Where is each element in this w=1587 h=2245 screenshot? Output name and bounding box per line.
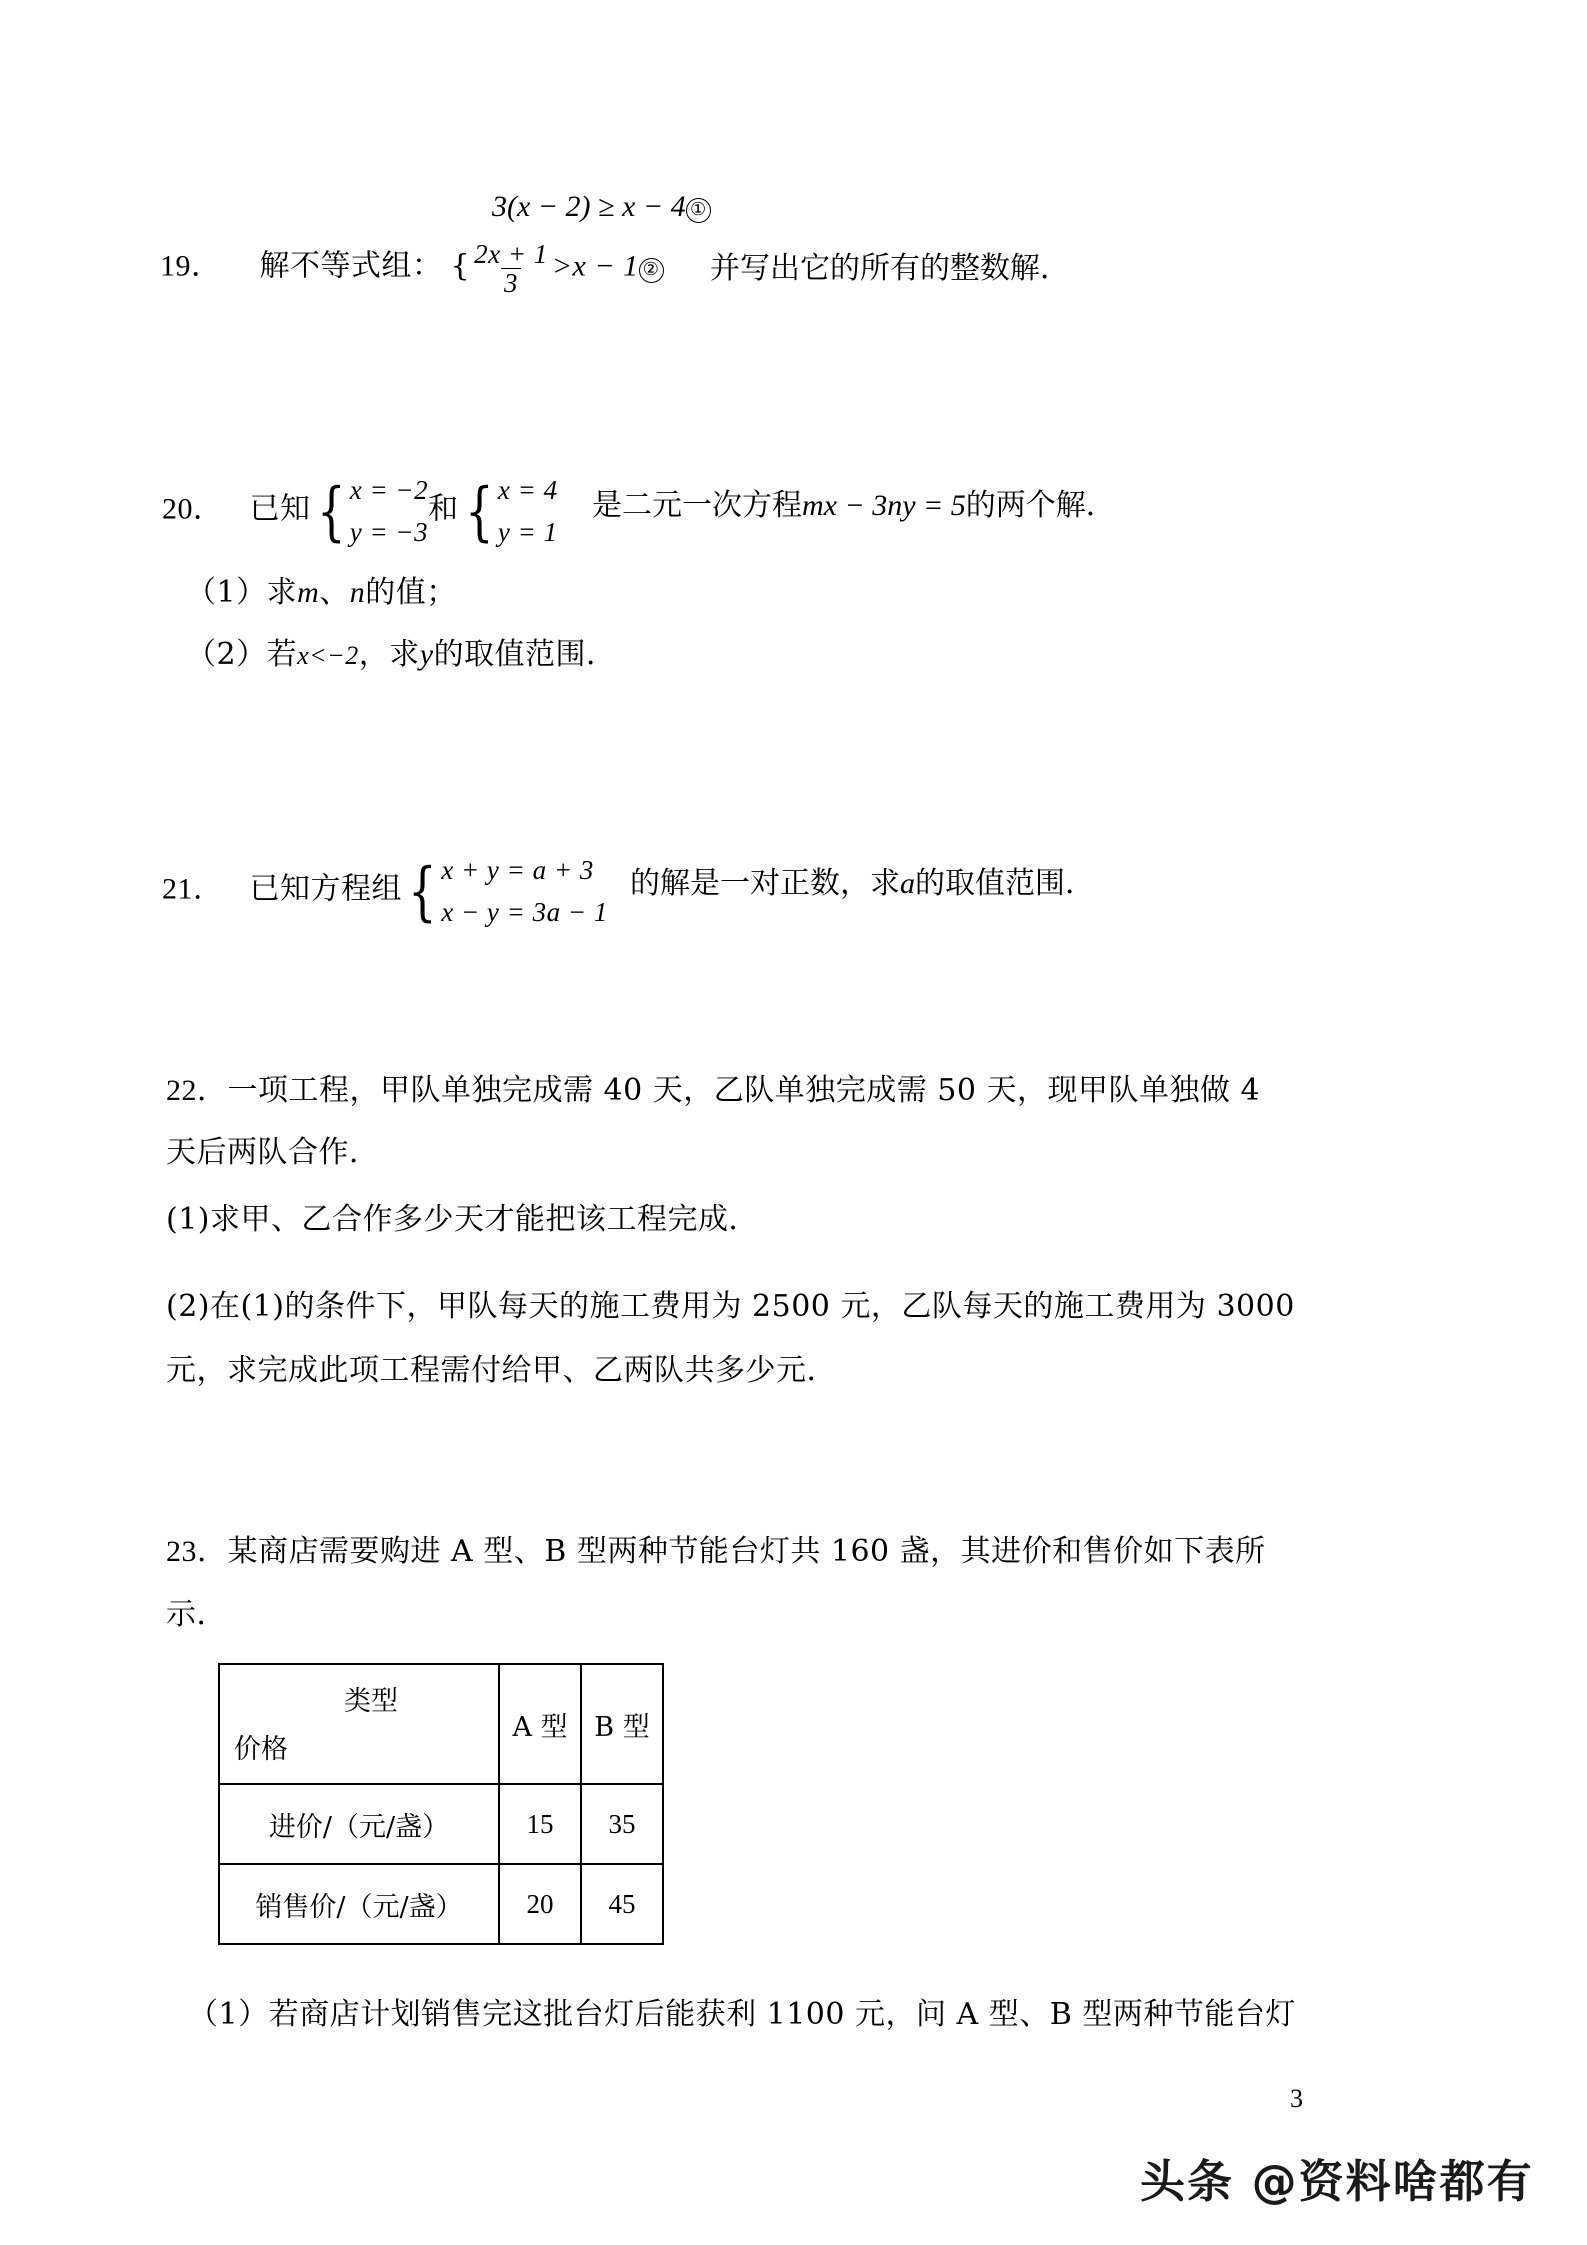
p23-subquestion-1: （1）若商店计划销售完这批台灯后能获利 1100 元，问 A 型、B 型两种节能台灯 [188, 1997, 1296, 2032]
problem-19 [160, 240, 664, 298]
p19-eq1-marker: ① [686, 198, 711, 223]
table-cell-cost-b: 35 [581, 1784, 663, 1864]
p20-sub2-label: （2） [186, 637, 267, 672]
p22-line-5: 元，求完成此项工程需付给甲、乙两队共多少元． [166, 1353, 837, 1388]
p21-tail [630, 858, 1095, 902]
p19-inequality-1 [492, 190, 711, 224]
p20-sub1-sep: 、 [319, 575, 350, 610]
problem-21 [162, 850, 608, 934]
p20-sub2-text-c: 的取值范围． [433, 637, 617, 672]
p19-eq1-expr: 3(x − 2) ≥ x − 4 [492, 190, 686, 223]
p21-system [402, 850, 608, 934]
table-row-label-cost: 进价/（元/盏） [219, 1784, 499, 1864]
p20-number: 20． [162, 492, 224, 526]
table-cell-cost-a: 15 [499, 1784, 581, 1864]
p20-subquestion-1 [186, 575, 457, 610]
table-row [219, 1864, 663, 1944]
table-corner-cell [219, 1664, 499, 1784]
p21-number: 21． [162, 872, 224, 906]
table-corner-type-label: 类型 [344, 1686, 398, 1717]
p21-stem: 已知方程组 [249, 871, 402, 907]
p20-sys1-row1: x = −2 [349, 475, 429, 505]
p20-sys1-row2: y = −3 [349, 516, 429, 547]
p22-line-3: (1)求甲、乙合作多少天才能把该工程完成． [166, 1202, 759, 1237]
p21-sys-row1: x + y = a + 3 [441, 855, 594, 885]
p20-tail-post: 的两个解． [965, 488, 1116, 523]
p20-sub1-label: （1） [186, 575, 267, 610]
table-column-header-a: A 型 [499, 1664, 581, 1784]
p23-number: 23． [166, 1535, 228, 1568]
table-cell-sale-b: 45 [581, 1864, 663, 1944]
p20-sub2-text-b: 求 [389, 637, 420, 672]
price-table [218, 1663, 664, 1945]
p22-line-4: (2)在(1)的条件下，甲队每天的施工费用为 2500 元，乙队每天的施工费用为 3000 [166, 1289, 1295, 1324]
p20-sys2-row1: x = 4 [497, 475, 558, 505]
p20-sub2-var-y: y [419, 638, 434, 671]
problem-20 [162, 470, 558, 554]
p20-sub1-text-b: 的值； [365, 575, 457, 610]
p20-tail [592, 480, 1116, 524]
p20-sub2-comma: ， [358, 637, 390, 672]
p23-line-1: 某商店需要购进 A 型、B 型两种节能台灯共 160 盏，其进价和售价如下表所 [227, 1534, 1266, 1569]
p19-stem: 解不等式组： [259, 248, 443, 284]
p19-tail-text: 并写出它的所有的整数解． [710, 251, 1070, 286]
table-row [219, 1784, 663, 1864]
p20-sub1-var-m: m [297, 576, 320, 609]
p22-number: 22． [166, 1074, 228, 1107]
p19-fraction-numerator: 2x + 1 [474, 239, 548, 269]
page-number: 3 [1290, 2084, 1303, 2113]
table-header-row [219, 1664, 663, 1784]
p20-stem: 已知 [249, 491, 311, 527]
watermark: 头条 @资料啥都有 [1140, 2155, 1534, 2208]
p19-number: 19． [160, 249, 222, 283]
left-brace-icon: { [464, 474, 494, 549]
p20-sub1-var-n: n [349, 576, 366, 609]
table-cell-sale-a: 20 [499, 1864, 581, 1944]
p21-sys-row2: x − y = 3a − 1 [441, 896, 608, 927]
p20-sub1-text-a: 求 [266, 575, 298, 610]
p19-eq2-marker: ② [639, 258, 664, 283]
p22-line-1: 一项工程，甲队单独完成需 40 天，乙队单独完成需 50 天，现甲队单独做 4 [227, 1073, 1261, 1108]
p20-subquestion-2 [186, 637, 617, 672]
table-row-label-sale: 销售价/（元/盏） [219, 1864, 499, 1944]
table-column-header-b: B 型 [581, 1664, 663, 1784]
left-brace-icon: { [316, 474, 346, 549]
p21-tail-post: 的取值范围． [915, 866, 1095, 901]
p20-sub2-text-a: 若 [266, 637, 298, 672]
p20-tail-pre: 是二元一次方程 [592, 488, 802, 523]
p20-system-1 [311, 470, 429, 554]
p20-sub2-condition: x<−2 [297, 641, 359, 670]
p20-system-2 [459, 470, 558, 554]
left-brace-icon: { [408, 854, 438, 929]
p19-fraction [471, 240, 551, 298]
problem-23 [166, 1534, 1266, 1569]
p22-line-2: 天后两队合作． [166, 1135, 380, 1170]
p20-sys2-row2: y = 1 [497, 516, 558, 547]
table-corner-price-label: 价格 [234, 1734, 288, 1765]
p20-conjunction: 和 [428, 491, 459, 527]
p23-line-2: 示． [166, 1597, 227, 1632]
p19-eq2-relation: >x − 1 [551, 249, 639, 283]
p19-open-brace: { [450, 248, 471, 284]
p19-fraction-denominator: 3 [501, 268, 521, 297]
p21-tail-pre: 的解是一对正数，求 [630, 866, 900, 901]
p21-var-a: a [900, 867, 915, 900]
p20-equation: mx − 3ny = 5 [802, 489, 966, 522]
problem-22 [166, 1073, 1261, 1108]
